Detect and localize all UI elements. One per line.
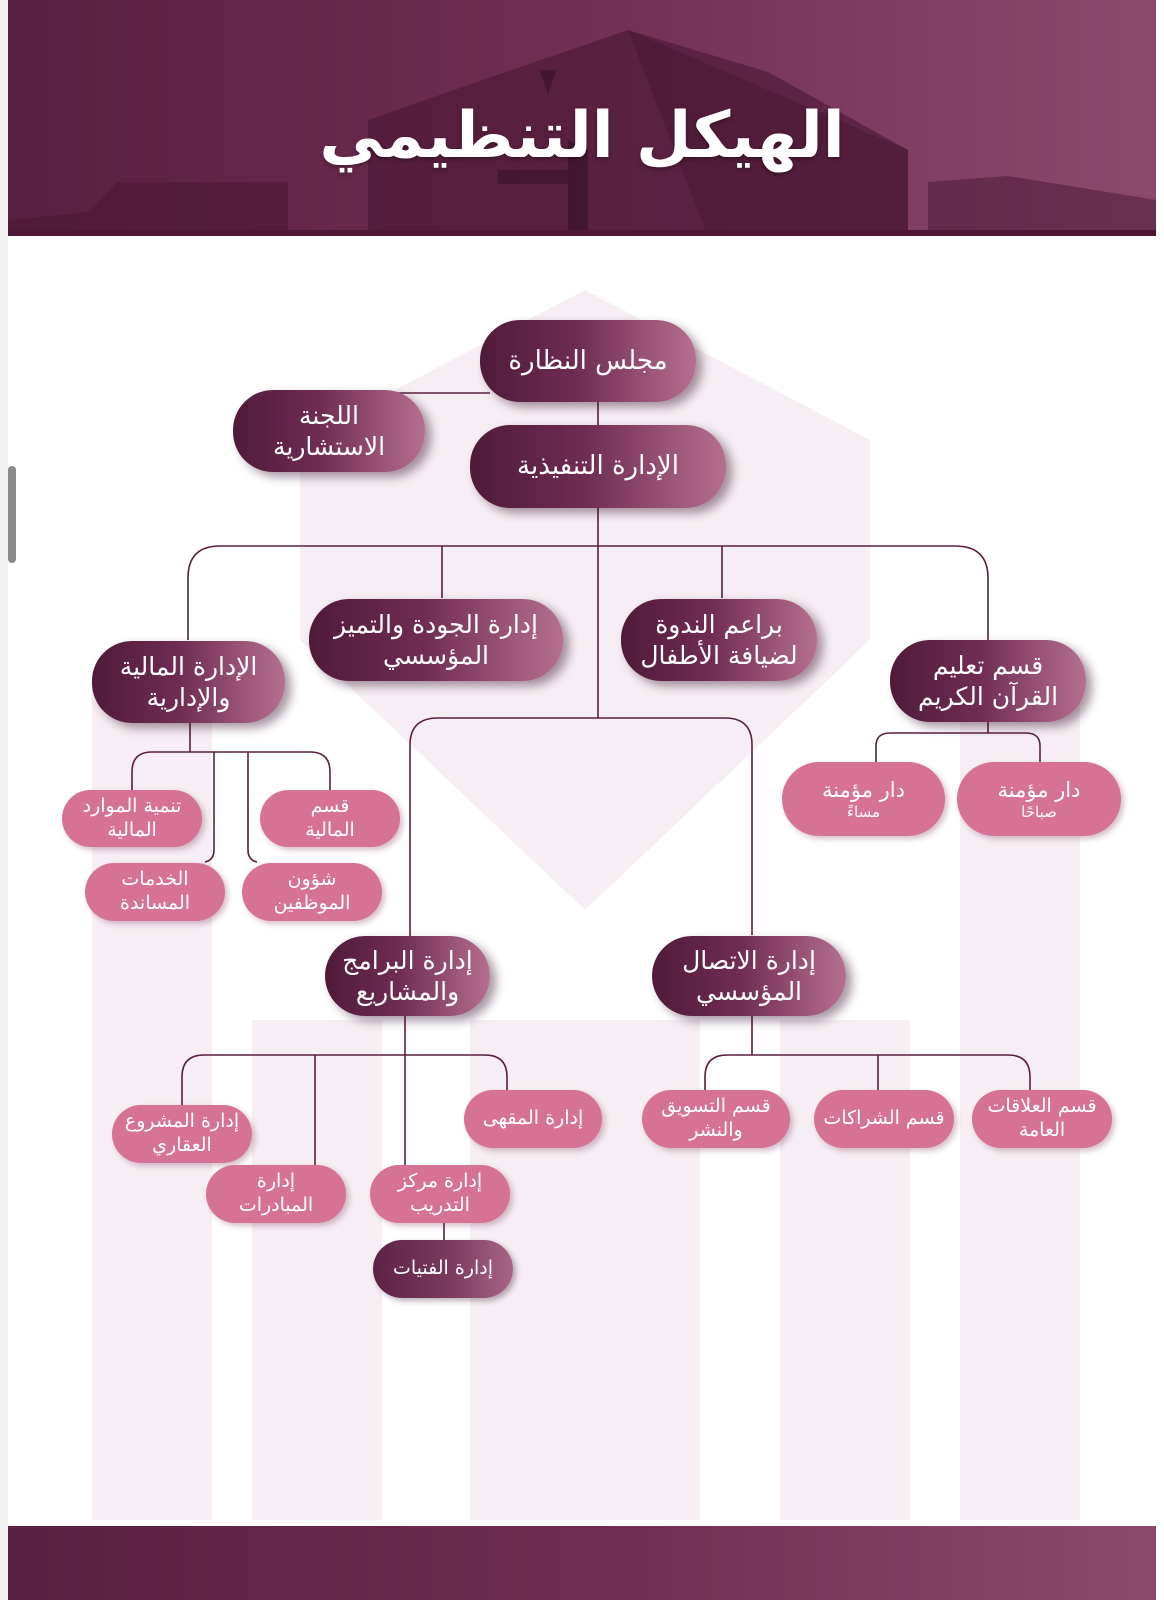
- node-quran-teaching: قسم تعليم القرآن الكريم: [890, 640, 1086, 722]
- node-support-services: الخدمات المساندة: [85, 863, 225, 921]
- node-corporate-communication: إدارة الاتصال المؤسسي: [652, 936, 846, 1016]
- footer-band: [8, 1526, 1156, 1600]
- node-finance-admin: الإدارة المالية والإدارية: [92, 641, 285, 723]
- node-financial-resources: تنمية الموارد المالية: [62, 790, 202, 847]
- node-cafe-management: إدارة المقهى: [464, 1090, 602, 1148]
- node-staff-affairs: شؤون الموظفين: [242, 863, 382, 921]
- node-board: مجلس النظارة: [480, 320, 696, 402]
- node-marketing-publishing: قسم التسويق والنشر: [642, 1090, 790, 1148]
- node-training-center: إدارة مركز التدريب: [370, 1165, 510, 1223]
- node-finance-section: قسم المالية: [260, 790, 400, 847]
- node-programs-projects: إدارة البرامج والمشاريع: [325, 936, 490, 1016]
- node-baraem-childcare: براعم الندوة لضيافة الأطفال: [621, 599, 817, 681]
- node-dar-momina-morning: دار مؤمنة صباحًا: [957, 762, 1121, 836]
- node-executive-management: الإدارة التنفيذية: [470, 425, 726, 508]
- node-real-estate-project: إدارة المشروع العقاري: [112, 1105, 252, 1163]
- node-girls-management: إدارة الفتيات: [373, 1240, 513, 1298]
- node-initiatives: إدارة المبادرات: [206, 1165, 346, 1223]
- node-advisory-committee: اللجنة الاستشارية: [233, 390, 425, 472]
- page-title: الهيكل التنظيمي: [319, 99, 845, 173]
- node-public-relations: قسم العلاقات العامة: [972, 1090, 1112, 1148]
- node-quality-excellence: إدارة الجودة والتميز المؤسسي: [309, 599, 563, 681]
- node-dar-momina-evening: دار مؤمنة مساءً: [782, 762, 945, 836]
- node-partnerships: قسم الشراكات: [814, 1090, 954, 1148]
